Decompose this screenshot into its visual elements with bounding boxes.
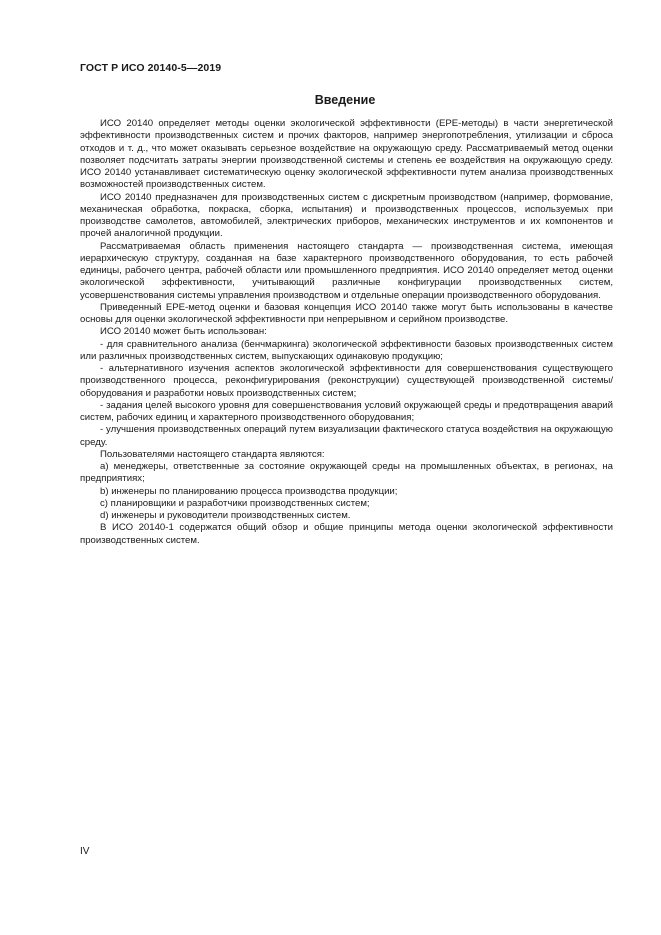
paragraph: - улучшения производственных операций путем визуализации фактического статуса воздействия на окружающую среду.	[80, 424, 613, 448]
paragraph: Рассматриваемая область применения настоящего стандарта — производственная система, имеющая иерархическую структуру, созданная на базе характерного производственного оборудования, то есть рабочей единицы, рабочего центра, рабочей области или промышленного предприятия. ИСО 20140 определяет метод оценки экологической эффективности, учитывающий различные конфигурации производственных систем, усовершенствования системы управления производством и отдельные операции производственного оборудования.	[80, 240, 613, 301]
paragraph: Приведенный EPE-метод оценки и базовая концепция ИСО 20140 также могут быть использованы в качестве основы для оценки экологической эффективности при непрерывном и серийном производстве.	[80, 301, 613, 325]
paragraph: a) менеджеры, ответственные за состояние окружающей среды на промышленных объектах, в регионах, на предприятиях;	[80, 461, 613, 485]
paragraph: - для сравнительного анализа (бенчмаркинга) экологической эффективности базовых производственных систем или различных производственных систем, выпускающих одинаковую продукцию;	[80, 338, 613, 362]
paragraph: В ИСО 20140-1 содержатся общий обзор и общие принципы метода оценки экологической эффективности производственных систем.	[80, 522, 613, 546]
standard-header: ГОСТ Р ИСО 20140-5—2019	[80, 62, 222, 74]
paragraph: - задания целей высокого уровня для совершенствования условий окружающей среды и предотвращения аварий систем, рабочих единиц и характерного производственного оборудования;	[80, 399, 613, 423]
paragraph: ИСО 20140 определяет методы оценки экологической эффективности (EPE-методы) в части энергетической эффективности производственных систем и прочих факторов, например энергопотребления, утилизации и сброса отходов и т. д., что может оказывать серьезное воздействие на окружающую среду. Рассматриваемый метод оценки позволяет подсчитать затраты энергии производственной системы и степень ее воздействия на окружающую среду. ИСО 20140 устанавливает систематическую оценку экологической эффективности путем анализа производственных возможностей производственных систем.	[80, 118, 613, 191]
paragraph: Пользователями настоящего стандарта являются:	[100, 448, 325, 460]
paragraph: c) планировщики и разработчики производственных систем;	[100, 497, 370, 509]
paragraph: d) инженеры и руководители производственных систем.	[100, 510, 351, 521]
page-number: IV	[80, 846, 90, 857]
section-title: Введение	[314, 93, 376, 107]
paragraph: b) инженеры по планированию процесса производства продукции;	[100, 485, 398, 497]
paragraph: ИСО 20140 может быть использован:	[100, 326, 267, 338]
document-body	[80, 118, 613, 547]
paragraph: - альтернативного изучения аспектов экологической эффективности для совершенствования существующего производственного процесса, реконфигурирования (реконструкции) существующей производственной системы/оборудования и разработки новых производственных систем;	[80, 363, 613, 399]
paragraph: ИСО 20140 предназначен для производственных систем с дискретным производством (например, формование, механическая обработка, покраска, сборка, испытания) и производственных процессов, используемых при производстве самолетов, автомобилей, электрических приборов, механических инструментов и их компонентов и прочей аналогичной продукции.	[80, 191, 613, 240]
